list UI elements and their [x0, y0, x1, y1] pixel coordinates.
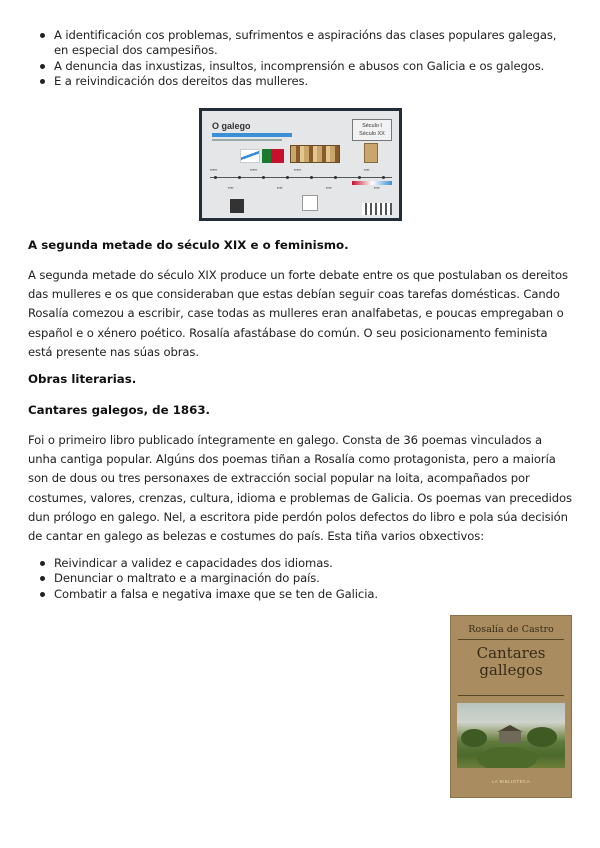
book-publisher: LA BIBLIOTECA — [491, 779, 531, 784]
slide-title: O galego — [212, 121, 251, 131]
document-thumbnail — [364, 143, 378, 163]
list-item: Reivindicar a validez e capacidades dos idiomas. — [38, 556, 568, 571]
book-title: Cantares gallegos — [476, 644, 546, 679]
book-author: Rosalía de Castro — [468, 624, 554, 635]
list-item: Denunciar o maltrato e a marginación do país. — [38, 571, 568, 586]
list-item: Combatir a falsa e negativa imaxe que se ten de Galicia. — [38, 587, 568, 602]
intro-bullet-list — [38, 28, 568, 90]
portuguese-flag-icon — [262, 149, 284, 163]
galician-flag-icon — [240, 149, 260, 163]
objectives-bullet-list — [38, 556, 568, 602]
presentation-slide-image: O galego Século I Século XX ▪▪▪▪▪ ▪▪▪▪▪ ▪▪▪▪▪ ▪▪▪▪ ▪▪▪▪ ▪▪▪▪ ▪▪▪▪ ▪▪▪▪ — [199, 108, 402, 221]
list-item: A denuncia das inxustizas, insultos, incomprensión e abusos con Galicia e os galegos. — [38, 59, 568, 74]
book-cover-image — [450, 615, 572, 798]
skull-emblem-icon — [302, 195, 318, 211]
list-item: A identificación cos problemas, sufrimentos e aspiracións das clases populares galegas, en especial dos campesiños. — [38, 28, 568, 59]
landscape-illustration — [457, 703, 565, 768]
feminism-paragraph: A segunda metade do século XIX produce un forte debate entre os que postulaban os dereitos das mulleres e os que consideraban que estas debían seguir coas tarefas domésticas. Cando Rosalía comezou a escribir, case todas as mulleres eran analfabetas, e poucas empregaban o español e o xénero poético. Rosalía afastábase do común. O seu posicionamento feminista está presente nas súas obras. — [28, 268, 568, 359]
timeline-thumbnail — [230, 199, 244, 213]
slide-period-badge: Século I Século XX — [352, 119, 392, 141]
manuscript-thumbnail — [290, 145, 340, 163]
cantares-paragraph: Foi o primeiro libro publicado íntegramente en galego. Consta de 36 poemas vinculados a unha cantiga popular. Algúns dos poemas tiñan a Rosalía como protagonista, pero a maioría son de dous ou tres personaxes de extracción social popular na loita, acompañados por costumes, valores, crenzas, cultura, idioma e problemas de Galicia. Os poemas van precedidos dun prólogo en galego. Nel, a escritora pide perdón polos defectos do libro e pola súa decisión de cantar en galego as belezas e costumes do país. Esta tiña varios obxectivos: — [28, 433, 572, 544]
crowd-photo-thumbnail — [362, 203, 392, 215]
list-item: E a reivindicación dos dereitos das mulleres. — [38, 74, 568, 89]
section-heading-works: Obras literarias. — [28, 372, 137, 386]
section-heading-feminism: A segunda metade do século XIX e o feminismo. — [28, 238, 349, 252]
section-subheading-cantares: Cantares galegos, de 1863. — [28, 403, 211, 417]
